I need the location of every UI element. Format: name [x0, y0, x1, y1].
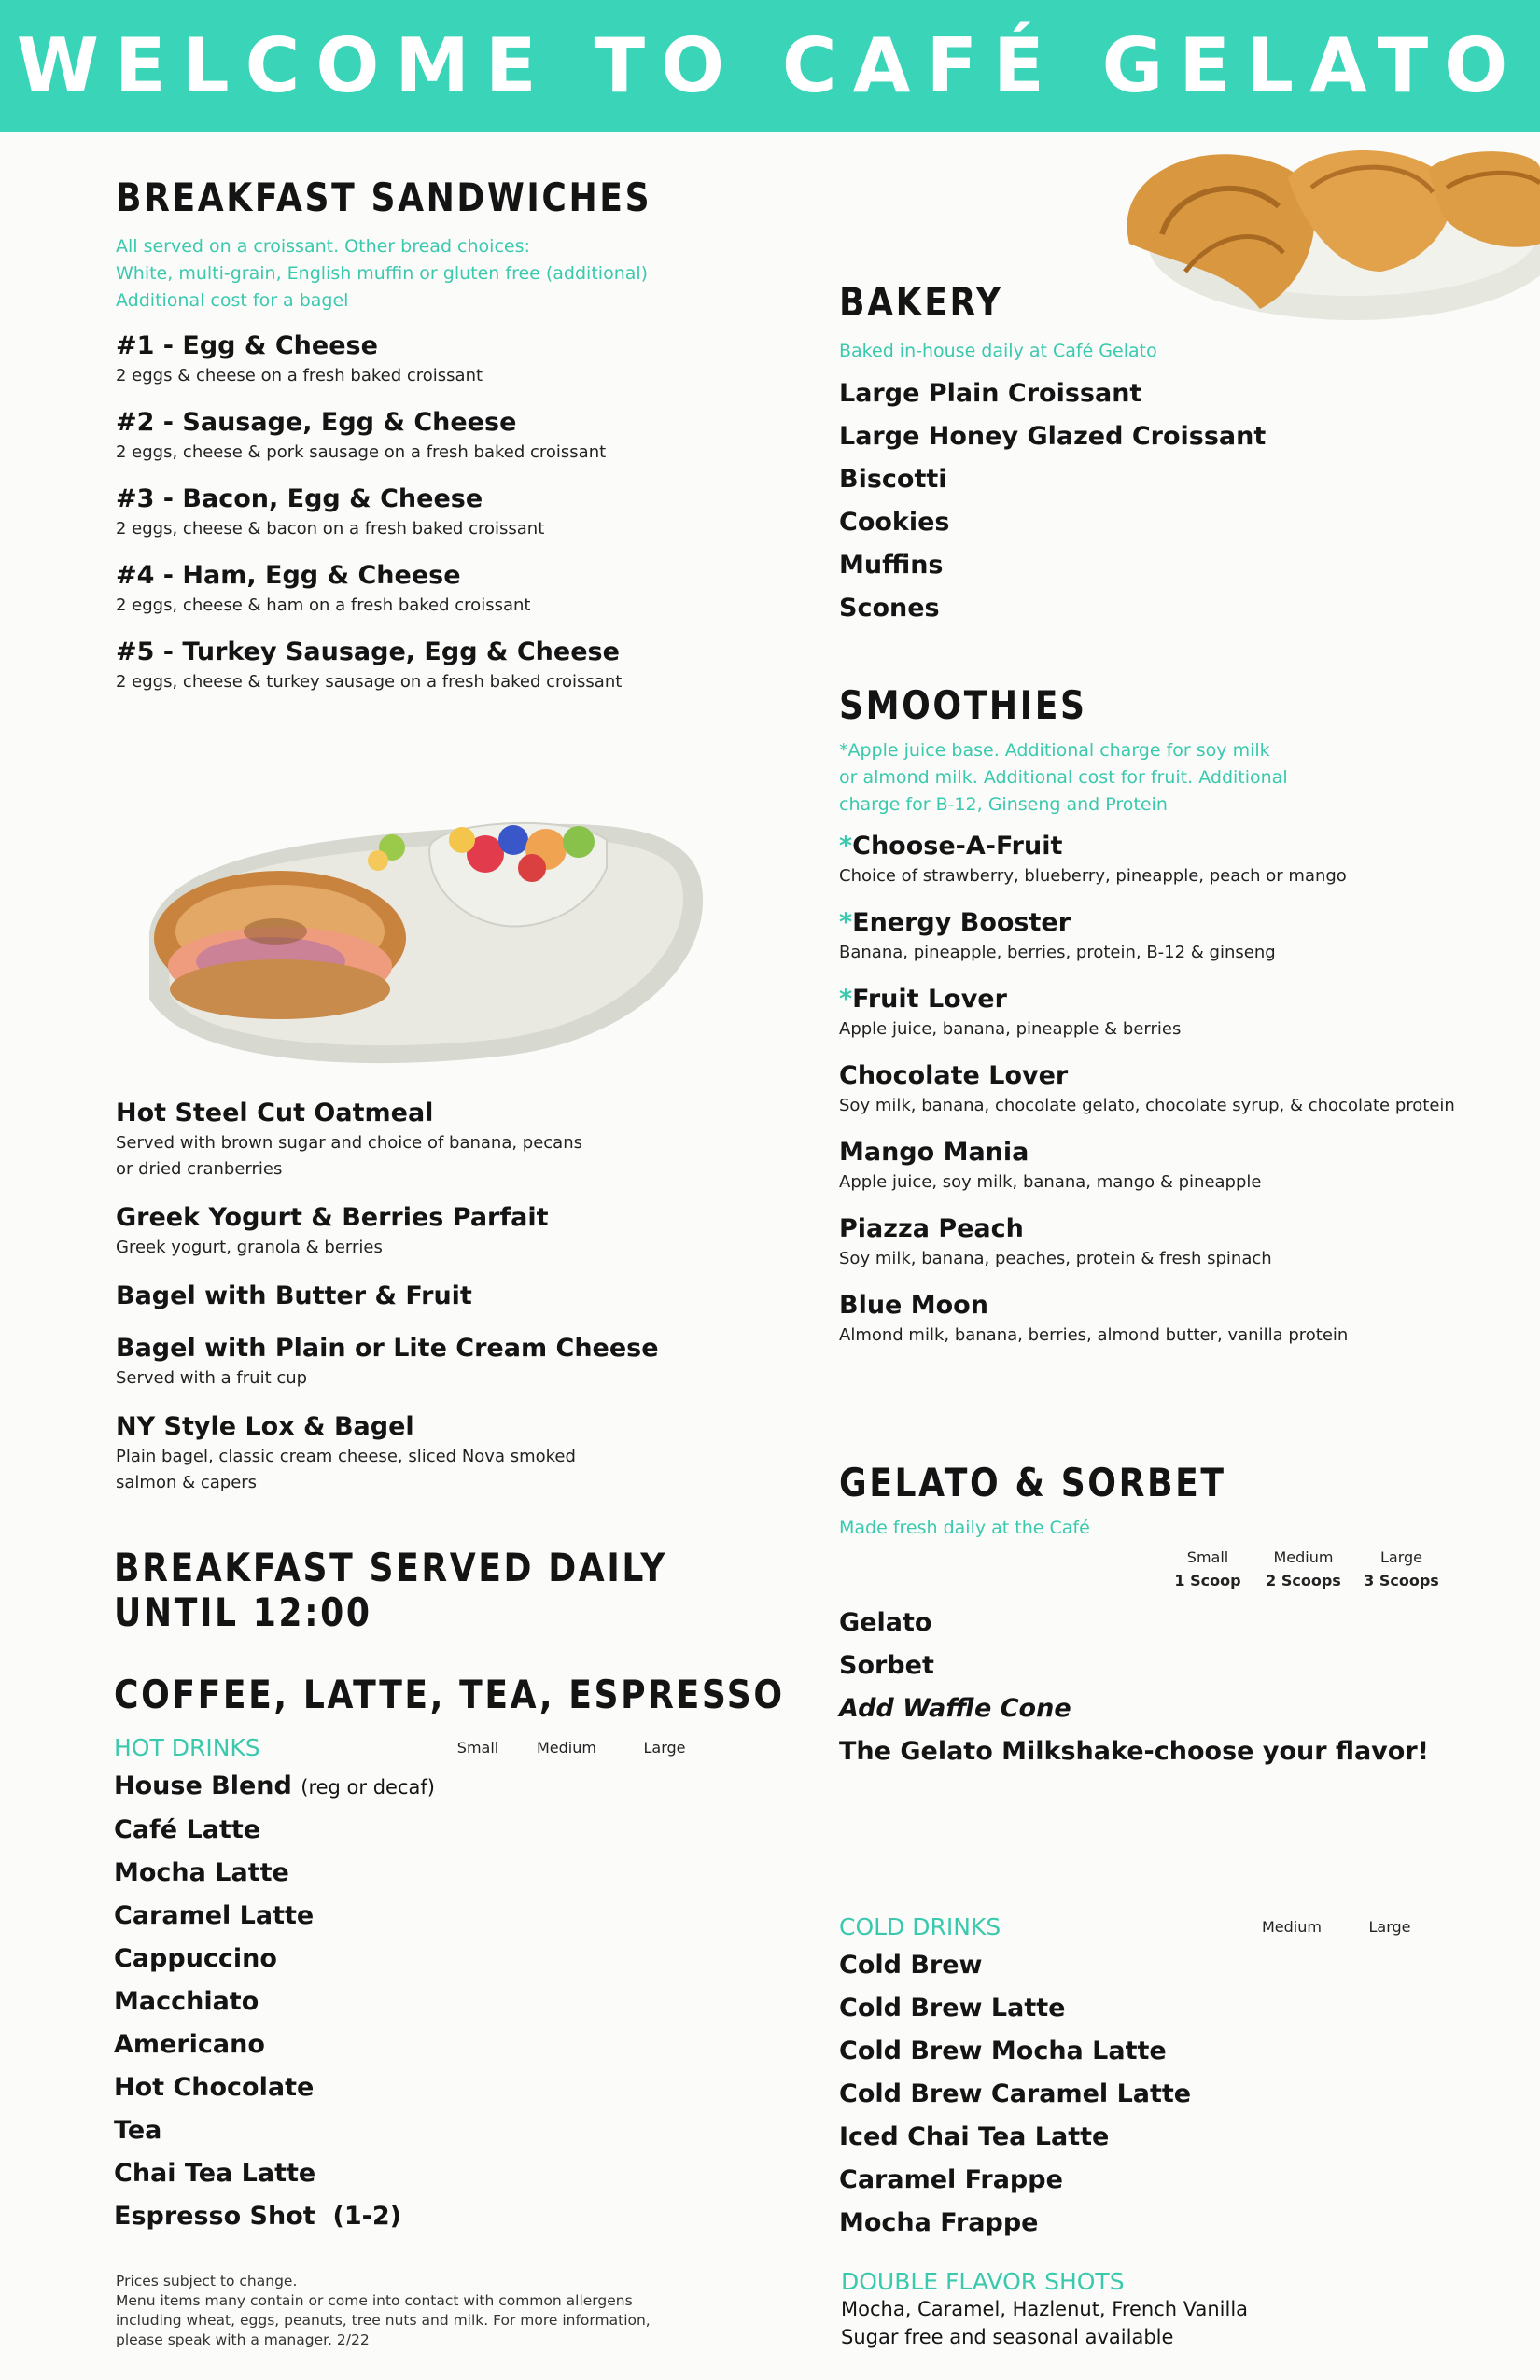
size-scoops: 1 Scoop: [1174, 1572, 1241, 1590]
other-breakfast-section: [116, 1097, 788, 1513]
list-item: Caramel Frappe: [839, 2165, 1063, 2194]
menu-item-desc: Soy milk, banana, chocolate gelato, chocolate syrup, & chocolate protein: [839, 1096, 1455, 1116]
bagel-plate-image: [121, 775, 719, 1083]
menu-item: [116, 406, 788, 466]
smoothies-note: [839, 737, 1530, 819]
menu-item-name: Mango Mania: [839, 1138, 1029, 1168]
breakfast-note: [116, 233, 788, 315]
menu-item-desc: Plain bagel, classic cream cheese, sliced Nova smoked: [116, 1447, 576, 1466]
drink-name: House Blend: [114, 1771, 292, 1801]
menu-item-name: #3 - Bacon, Egg & Cheese: [116, 484, 483, 514]
footer-disclaimer: [116, 2272, 769, 2350]
menu-item-name: [839, 830, 1530, 863]
list-item: Gelato: [839, 1608, 932, 1638]
star-marker: *: [839, 832, 853, 861]
menu-item-desc: 2 eggs & cheese on a fresh baked croissant: [116, 366, 483, 386]
coffee-section: [114, 1673, 786, 2238]
menu-item-desc: Choice of strawberry, blueberry, pineapple, peach or mango: [839, 866, 1347, 887]
list-item: Macchiato: [114, 1987, 259, 2017]
list-item: Large Honey Glazed Croissant: [839, 422, 1267, 452]
footer-line: please speak with a manager. 2/22: [116, 2331, 370, 2348]
menu-item-desc: Banana, pineapple, berries, protein, B-12 & ginseng: [839, 943, 1276, 963]
menu-item-desc: Served with a fruit cup: [116, 1368, 308, 1388]
list-item: Chai Tea Latte: [114, 2159, 316, 2189]
list-item: Cold Brew Latte: [839, 1994, 1066, 2023]
size-scoops: 3 Scoops: [1364, 1572, 1439, 1590]
menu-item: [116, 483, 788, 542]
size-label: Large: [1368, 1918, 1411, 1936]
cold-drinks-section: [839, 1913, 1511, 2245]
menu-item-name: Greek Yogurt & Berries Parfait: [116, 1203, 549, 1232]
menu-item: [839, 906, 1530, 966]
size-label: Large: [643, 1739, 686, 1757]
menu-item-desc: 2 eggs, cheese & turkey sausage on a fresh baked croissant: [116, 672, 623, 693]
list-item: Large Plain Croissant: [839, 379, 1142, 409]
bakery-heading: BAKERY: [839, 279, 1003, 325]
size-label: Small: [456, 1739, 499, 1757]
smoothies-section: [839, 683, 1530, 1365]
bakery-note: Baked in-house daily at Café Gelato: [839, 341, 1157, 362]
breakfast-heading: BREAKFAST SANDWICHES: [116, 175, 652, 220]
footer-line: Prices subject to change.: [116, 2273, 298, 2289]
menu-item: [116, 1410, 788, 1496]
gelato-list: [839, 1602, 1511, 1773]
menu-item-desc: Greek yogurt, granola & berries: [116, 1238, 383, 1257]
list-item: Cold Brew: [839, 1951, 983, 1980]
size-label: [1161, 1546, 1254, 1592]
smoothies-note-line: or almond milk. Additional cost for fruit. Additional: [839, 767, 1288, 789]
smoothie-name: Energy Booster: [852, 908, 1071, 938]
menu-item: [839, 983, 1530, 1043]
breakfast-hours-line: UNTIL 12:00: [114, 1589, 372, 1636]
list-item: Cappuccino: [114, 1944, 277, 1974]
breakfast-note-line: Additional cost for a bagel: [116, 290, 349, 312]
menu-item: [116, 636, 788, 695]
list-item: [114, 1765, 786, 1809]
smoothies-note-line: *Apple juice base. Additional charge for soy milk: [839, 740, 1270, 762]
smoothies-heading: SMOOTHIES: [839, 682, 1087, 728]
menu-item-desc: 2 eggs, cheese & bacon on a fresh baked croissant: [116, 519, 545, 539]
star-marker: *: [839, 985, 853, 1015]
size-scoops: 2 Scoops: [1266, 1572, 1341, 1590]
star-marker: *: [839, 908, 853, 938]
menu-item-desc: 2 eggs, cheese & ham on a fresh baked croissant: [116, 595, 531, 616]
list-item: Mocha Frappe: [839, 2208, 1039, 2237]
size-label: Medium: [537, 1739, 596, 1757]
header-banner: [0, 0, 1540, 132]
footer-line: including wheat, eggs, peanuts, tree nuts and milk. For more information,: [116, 2312, 651, 2329]
size-label: [1352, 1546, 1450, 1592]
size-name: Medium: [1273, 1548, 1334, 1567]
breakfast-hours-line: BREAKFAST SERVED DAILY: [114, 1545, 668, 1590]
menu-item-name: #4 - Ham, Egg & Cheese: [116, 561, 461, 591]
menu-item-desc: Apple juice, soy milk, banana, mango & pineapple: [839, 1172, 1262, 1193]
cold-drinks-subheading: COLD DRINKS: [839, 1913, 1001, 1940]
menu-item: [839, 1136, 1530, 1196]
footer-line: Menu items many contain or come into contact with common allergens: [116, 2292, 633, 2309]
gelato-note: Made fresh daily at the Café: [839, 1518, 1090, 1539]
menu-item-name: #5 - Turkey Sausage, Egg & Cheese: [116, 637, 620, 667]
menu-item-name: Hot Steel Cut Oatmeal: [116, 1099, 434, 1127]
menu-item-name: [839, 983, 1530, 1016]
menu-item: [116, 559, 788, 619]
list-item: Cookies: [839, 508, 950, 538]
menu-item-name: Bagel with Butter & Fruit: [116, 1281, 472, 1310]
menu-item-name: NY Style Lox & Bagel: [116, 1412, 414, 1441]
breakfast-section: [116, 175, 788, 712]
menu-item-name: #2 - Sausage, Egg & Cheese: [116, 408, 517, 438]
menu-item-desc: Served with brown sugar and choice of banana, pecans: [116, 1133, 583, 1153]
menu-item: [839, 1059, 1530, 1119]
bakery-section: [839, 280, 1492, 630]
list-item: Scones: [839, 594, 940, 623]
menu-item-desc: salmon & capers: [116, 1473, 258, 1492]
size-name: Large: [1379, 1548, 1422, 1567]
list-item: Caramel Latte: [114, 1901, 315, 1931]
list-item: Muffins: [839, 551, 944, 581]
drink-extra: (reg or decaf): [301, 1776, 435, 1799]
breakfast-note-line: All served on a croissant. Other bread choices:: [116, 236, 530, 258]
cold-drinks-list: [839, 1944, 1511, 2245]
menu-item-name: Bagel with Plain or Lite Cream Cheese: [116, 1334, 659, 1363]
flavor-shots-heading: DOUBLE FLAVOR SHOTS: [841, 2268, 1125, 2295]
smoothie-name: Fruit Lover: [852, 985, 1007, 1015]
list-item: Cold Brew Caramel Latte: [839, 2079, 1192, 2108]
list-item: Americano: [114, 2030, 265, 2060]
list-item: Tea: [114, 2116, 162, 2146]
size-label: [1254, 1546, 1352, 1592]
list-item: Biscotti: [839, 465, 947, 495]
breakfast-note-line: White, multi-grain, English muffin or gluten free (additional): [116, 263, 649, 285]
menu-item: [116, 1201, 788, 1261]
gelato-heading: GELATO & SORBET: [839, 1460, 1226, 1505]
cold-drinks-header: [839, 1913, 1511, 1940]
list-item: Cold Brew Mocha Latte: [839, 2037, 1167, 2065]
menu-item-name: #1 - Egg & Cheese: [116, 331, 378, 361]
menu-item-name: Chocolate Lover: [839, 1061, 1069, 1091]
flavor-shots-section: [841, 2268, 1513, 2351]
gelato-section: [839, 1461, 1511, 1773]
list-item: Espresso Shot (1-2): [114, 2202, 401, 2232]
menu-item: [839, 1289, 1530, 1349]
hot-drinks-sizes: [441, 1739, 711, 1757]
list-item: The Gelato Milkshake-choose your flavor!: [839, 1737, 1429, 1767]
menu-item: [839, 1212, 1530, 1272]
coffee-heading: COFFEE, LATTE, TEA, ESPRESSO: [114, 1672, 785, 1717]
gelato-sizes: [1161, 1546, 1511, 1592]
smoothies-note-line: charge for B-12, Ginseng and Protein: [839, 794, 1168, 816]
list-item: Hot Chocolate: [114, 2073, 315, 2103]
page-title: WELCOME TO CAFÉ GELATO: [16, 22, 1524, 109]
menu-item-desc: Almond milk, banana, berries, almond butter, vanilla protein: [839, 1325, 1349, 1346]
list-item: Add Waffle Cone: [839, 1694, 1071, 1724]
list-item: Iced Chai Tea Latte: [839, 2122, 1110, 2151]
menu-item-desc: or dried cranberries: [116, 1159, 283, 1179]
menu-item: [839, 830, 1530, 889]
menu-item-name: Blue Moon: [839, 1291, 988, 1321]
hot-drinks-subheading: HOT DRINKS: [114, 1734, 260, 1762]
flavor-shots-line: Sugar free and seasonal available: [841, 2326, 1174, 2348]
menu-item: [116, 1097, 788, 1183]
menu-item-name: [839, 906, 1530, 940]
menu-item: [116, 1332, 788, 1392]
breakfast-hours: [114, 1546, 758, 1636]
smoothie-name: Choose-A-Fruit: [852, 832, 1063, 861]
menu-item: [116, 329, 788, 389]
menu-item-name: Piazza Peach: [839, 1214, 1024, 1244]
menu-item-desc: Apple juice, banana, pineapple & berries: [839, 1019, 1182, 1040]
hot-drinks-list: [114, 1765, 786, 2238]
list-item: Mocha Latte: [114, 1858, 289, 1888]
list-item: Café Latte: [114, 1815, 261, 1845]
list-item: Sorbet: [839, 1651, 934, 1681]
menu-item-desc: Soy milk, banana, peaches, protein & fresh spinach: [839, 1249, 1272, 1269]
hot-drinks-header: [114, 1734, 786, 1761]
menu-item-desc: 2 eggs, cheese & pork sausage on a fresh baked croissant: [116, 442, 607, 463]
menu-item: [116, 1280, 788, 1313]
size-name: Small: [1186, 1548, 1229, 1567]
flavor-shots-line: Mocha, Caramel, Hazlenut, French Vanilla: [841, 2298, 1249, 2320]
cold-drinks-sizes: [1240, 1918, 1436, 1936]
size-label: Medium: [1262, 1918, 1322, 1936]
